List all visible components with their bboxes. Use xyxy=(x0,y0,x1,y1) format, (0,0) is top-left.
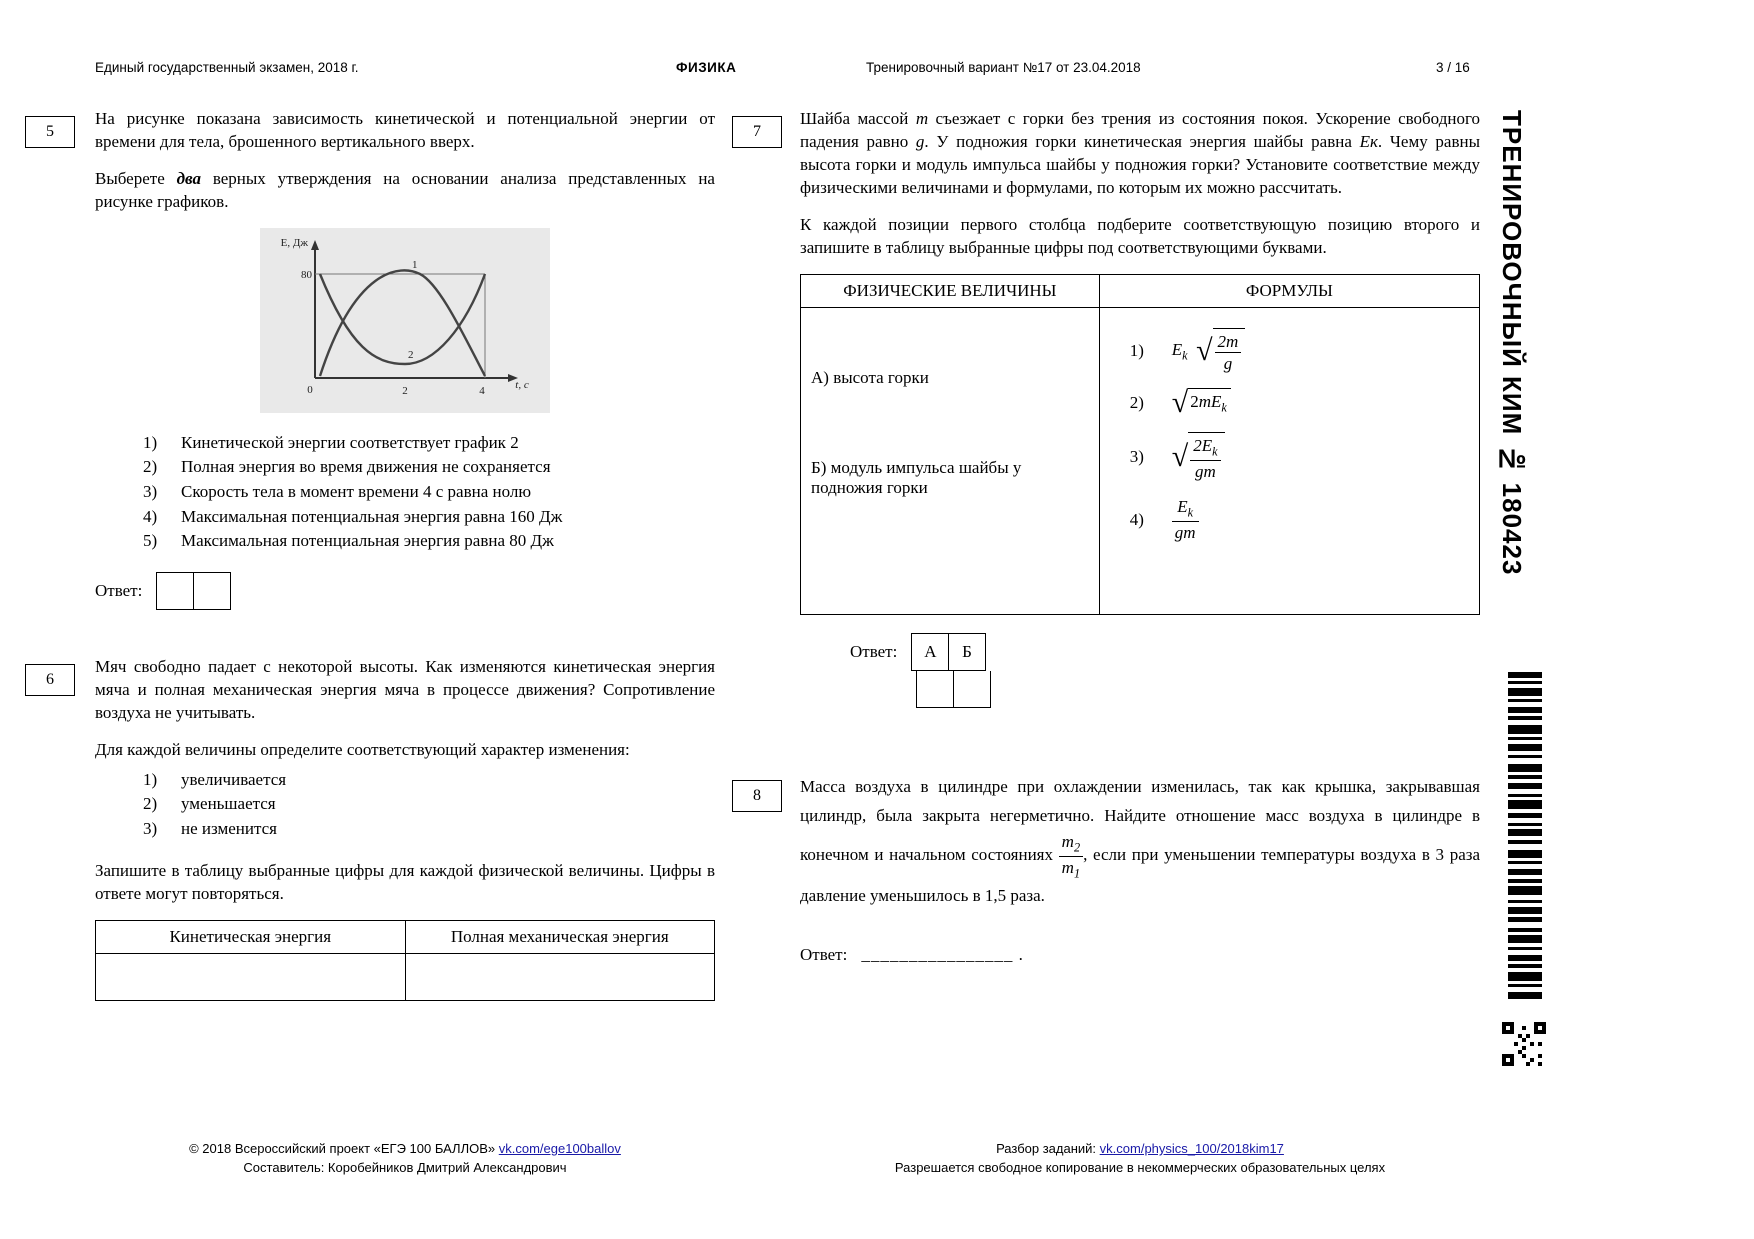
option-marker: 3) xyxy=(143,818,158,838)
task-7-answer-label: Ответ: xyxy=(850,641,898,661)
t7-var-ek: Eк xyxy=(1359,131,1378,151)
table-header-cell: ФОРМУЛЫ xyxy=(1099,274,1479,307)
task-5-answer-row xyxy=(95,572,715,610)
task-6-option-2 xyxy=(143,792,715,817)
footer-right-line-1 xyxy=(800,1140,1480,1159)
task-8-number: 8 xyxy=(732,780,782,812)
option-text: Максимальная потенциальная энергия равна 80 Дж xyxy=(181,531,554,551)
option-text: Скорость тела в момент времени 4 с равна нолю xyxy=(181,482,532,502)
task-7-formula-3 xyxy=(1130,432,1469,482)
task-8-answer-row xyxy=(800,945,1480,965)
task-7-quantities-cell xyxy=(801,307,1100,614)
task-6-text-3: Запишите в таблицу выбранные цифры для каждой физической величины. Цифры в ответе могут повторяться. xyxy=(95,860,715,903)
option-marker: 2) xyxy=(143,457,158,477)
task-7-matching-table xyxy=(800,274,1480,615)
table-header-row xyxy=(96,920,715,953)
task-5-number: 5 xyxy=(25,116,75,148)
table-header-cell: ФИЗИЧЕСКИЕ ВЕЛИЧИНЫ xyxy=(801,274,1100,307)
footer-right xyxy=(800,1140,1480,1178)
svg-text:0: 0 xyxy=(307,383,313,396)
task-7-input-b[interactable] xyxy=(953,671,991,708)
option-text: Полная энергия во время движения не сохраняется xyxy=(181,457,551,477)
option-text: Максимальная потенциальная энергия равна 160 Дж xyxy=(181,506,563,526)
svg-text:t, c: t, c xyxy=(515,378,529,391)
task-7-formula-4 xyxy=(1130,496,1469,543)
vertical-kim-title: ТРЕНИРОВОЧНЫЙ КИМ № 180423 xyxy=(1497,110,1527,576)
task-7-answer-cells[interactable] xyxy=(911,633,986,671)
barcode xyxy=(1508,672,1542,992)
task-7-quantity-b: Б) модуль импульса шайбы у подножия горки xyxy=(811,457,1022,497)
t7-p4: . У подножия горки кинетическая энергия шайбы равна xyxy=(924,131,1360,151)
t8-ratio: $\frac{m_2}{m_1}$ xyxy=(1059,831,1083,881)
header-page-number: 3 / 16 xyxy=(1436,60,1470,75)
footer-left-line-1 xyxy=(95,1140,715,1159)
task-8-answer-blank[interactable]: ________________ . xyxy=(861,945,1024,965)
t7-p2: съезжает с горки без трения из состояния покоя. Ускорение свободного падения равно xyxy=(800,109,1480,151)
energy-time-chart xyxy=(260,228,550,413)
svg-text:1: 1 xyxy=(412,258,418,271)
t7-var-m: m xyxy=(915,109,929,128)
formula-index: 1) xyxy=(1129,340,1144,360)
table-header-cell: Полная механическая энергия xyxy=(405,920,715,953)
svg-text:2: 2 xyxy=(408,348,414,361)
task-5-text-1: На рисунке показана зависимость кинетической и потенциальной энергии от времени для тела, брошенного вертикального вверх. xyxy=(95,109,715,151)
task-8-text xyxy=(800,772,1480,912)
right-column xyxy=(753,108,1481,965)
task-7-text-2: К каждой позиции первого столбца подберите соответствующую позицию второго и запишите в таблицу выбранные цифры под соответствующими буквами. xyxy=(800,214,1480,257)
footer-left xyxy=(95,1140,715,1178)
option-marker: 5) xyxy=(143,531,158,551)
footer-right-line-2: Разрешается свободное копирование в некоммерческих образовательных целях xyxy=(894,1159,1386,1175)
footer-left-line-2: Составитель: Коробейников Дмитрий Александрович xyxy=(243,1159,567,1175)
task-7-answer-cell-a[interactable]: А xyxy=(911,633,949,671)
task-7-input-a[interactable] xyxy=(916,671,954,708)
task-5-text-2-emph: два xyxy=(176,168,201,188)
option-text: не изменится xyxy=(181,818,277,838)
option-marker: 3) xyxy=(143,482,158,502)
header-divider xyxy=(95,84,1480,85)
header-variant: Тренировочный вариант №17 от 23.04.2018 xyxy=(866,60,1141,75)
left-column xyxy=(46,108,715,1001)
header-exam-name: Единый государственный экзамен, 2018 г. xyxy=(95,60,359,75)
task-5-option-1 xyxy=(143,431,715,456)
option-text: Кинетической энергии соответствует график 2 xyxy=(181,432,519,452)
task-6-option-1 xyxy=(143,768,715,793)
task-7 xyxy=(753,108,1481,708)
task-5-answer-cell-1[interactable] xyxy=(156,572,194,610)
svg-text:E, Дж: E, Дж xyxy=(280,236,308,249)
table-row xyxy=(96,953,715,1000)
formula-body: √ $2mE_k$ xyxy=(1172,388,1231,418)
table-header-cell: Кинетическая энергия xyxy=(96,920,406,953)
option-marker: 4) xyxy=(143,506,158,526)
task-6-answer-cell-2[interactable] xyxy=(405,953,715,1000)
qr-code xyxy=(1502,1022,1546,1066)
t7-p0: Шайба массой xyxy=(800,109,916,128)
task-7-quantity-a: А) высота горки xyxy=(811,367,929,387)
task-5-option-2 xyxy=(143,455,715,480)
t7-p6: . Чему равны высота горки и модуль импульса шайбы у подножия горки? Установите соответствие между физическими величинами и формулами, по которым их можно рассчитать. xyxy=(800,131,1481,197)
task-5-options xyxy=(143,431,715,554)
task-6-text-1: Мяч свободно падает с некоторой высоты. Как изменяются кинетическая энергия мяча и полная механическая энергия мяча в процессе движения? Сопротивление воздуха не учитывать. xyxy=(95,656,715,722)
header-subject: ФИЗИКА xyxy=(676,60,737,75)
task-7-answer-input-row[interactable] xyxy=(916,671,1480,708)
formula-index: 4) xyxy=(1129,509,1144,529)
task-7-formula-2 xyxy=(1130,388,1469,418)
formula-body: $E_k$ √ $\frac{2m}{g}$ xyxy=(1172,328,1246,375)
table-row xyxy=(801,307,1480,614)
task-5-answer-label: Ответ: xyxy=(95,580,143,600)
task-6-number: 6 xyxy=(25,664,75,696)
task-6-option-3 xyxy=(143,817,715,842)
task-5-option-4 xyxy=(143,505,715,530)
task-6-answer-table xyxy=(95,920,715,1001)
t7-var-g: g xyxy=(915,131,925,151)
task-6 xyxy=(46,656,715,1001)
task-7-answer-row xyxy=(850,633,1480,671)
footer-copyright: © 2018 Всероссийский проект «ЕГЭ 100 БАЛЛОВ» xyxy=(189,1141,499,1156)
footer-solutions-link[interactable]: vk.com/physics_100/2018kim17 xyxy=(1099,1141,1284,1156)
footer-solutions-label: Разбор заданий: xyxy=(996,1141,1100,1156)
task-7-number: 7 xyxy=(732,116,782,148)
formula-index: 2) xyxy=(1129,393,1144,413)
t8-p2: , если при уменьшении температуры воздуха в 3 раза давление уменьшилось в 1,5 раза. xyxy=(800,845,1480,906)
option-marker: 1) xyxy=(143,769,158,789)
task-6-text-2: Для каждой величины определите соответствующий характер изменения: xyxy=(95,739,630,759)
task-6-answer-cell-1[interactable] xyxy=(96,953,406,1000)
task-7-answer-cell-b[interactable]: Б xyxy=(948,633,986,671)
task-5-answer-cells[interactable] xyxy=(156,572,231,610)
task-5-answer-cell-2[interactable] xyxy=(193,572,231,610)
task-7-text-1 xyxy=(800,108,1480,200)
option-marker: 1) xyxy=(143,432,158,452)
task-5-option-3 xyxy=(143,480,715,505)
table-header-row xyxy=(801,274,1480,307)
task-8-answer-label: Ответ: xyxy=(800,945,848,965)
t8-p0: Масса воздуха в цилиндре при охлаждении изменилась, так как крышка, закрывавшая цилиндр, была закрыта негерметично. Найдите отношение масс воздуха в цилиндре в конечном и начальном состояниях xyxy=(800,776,1480,865)
formula-index: 3) xyxy=(1129,447,1144,467)
task-5-text-2-pre: Выберете xyxy=(95,168,177,188)
task-6-options xyxy=(143,768,715,842)
option-text: уменьшается xyxy=(181,794,276,814)
task-5-text-2 xyxy=(95,168,715,214)
task-5-text-2-post: верных утверждения на основании анализа представленных на рисунке графиков. xyxy=(95,168,715,211)
formula-body: √ $\frac{2E_k}{gm}$ xyxy=(1172,432,1225,482)
task-8 xyxy=(753,772,1480,966)
task-7-formula-1 xyxy=(1130,328,1469,375)
option-text: увеличивается xyxy=(181,769,287,789)
formula-body: $\frac{E_k}{gm}$ xyxy=(1172,496,1199,543)
svg-text:80: 80 xyxy=(301,268,312,281)
footer-vk-link[interactable]: vk.com/ege100ballov xyxy=(498,1141,621,1156)
svg-text:4: 4 xyxy=(479,384,485,397)
chart-svg xyxy=(260,228,550,413)
task-5 xyxy=(46,108,715,610)
task-5-option-5 xyxy=(143,529,715,554)
option-marker: 2) xyxy=(143,794,158,814)
task-7-formulas-cell xyxy=(1099,307,1479,614)
svg-text:2: 2 xyxy=(402,384,408,397)
